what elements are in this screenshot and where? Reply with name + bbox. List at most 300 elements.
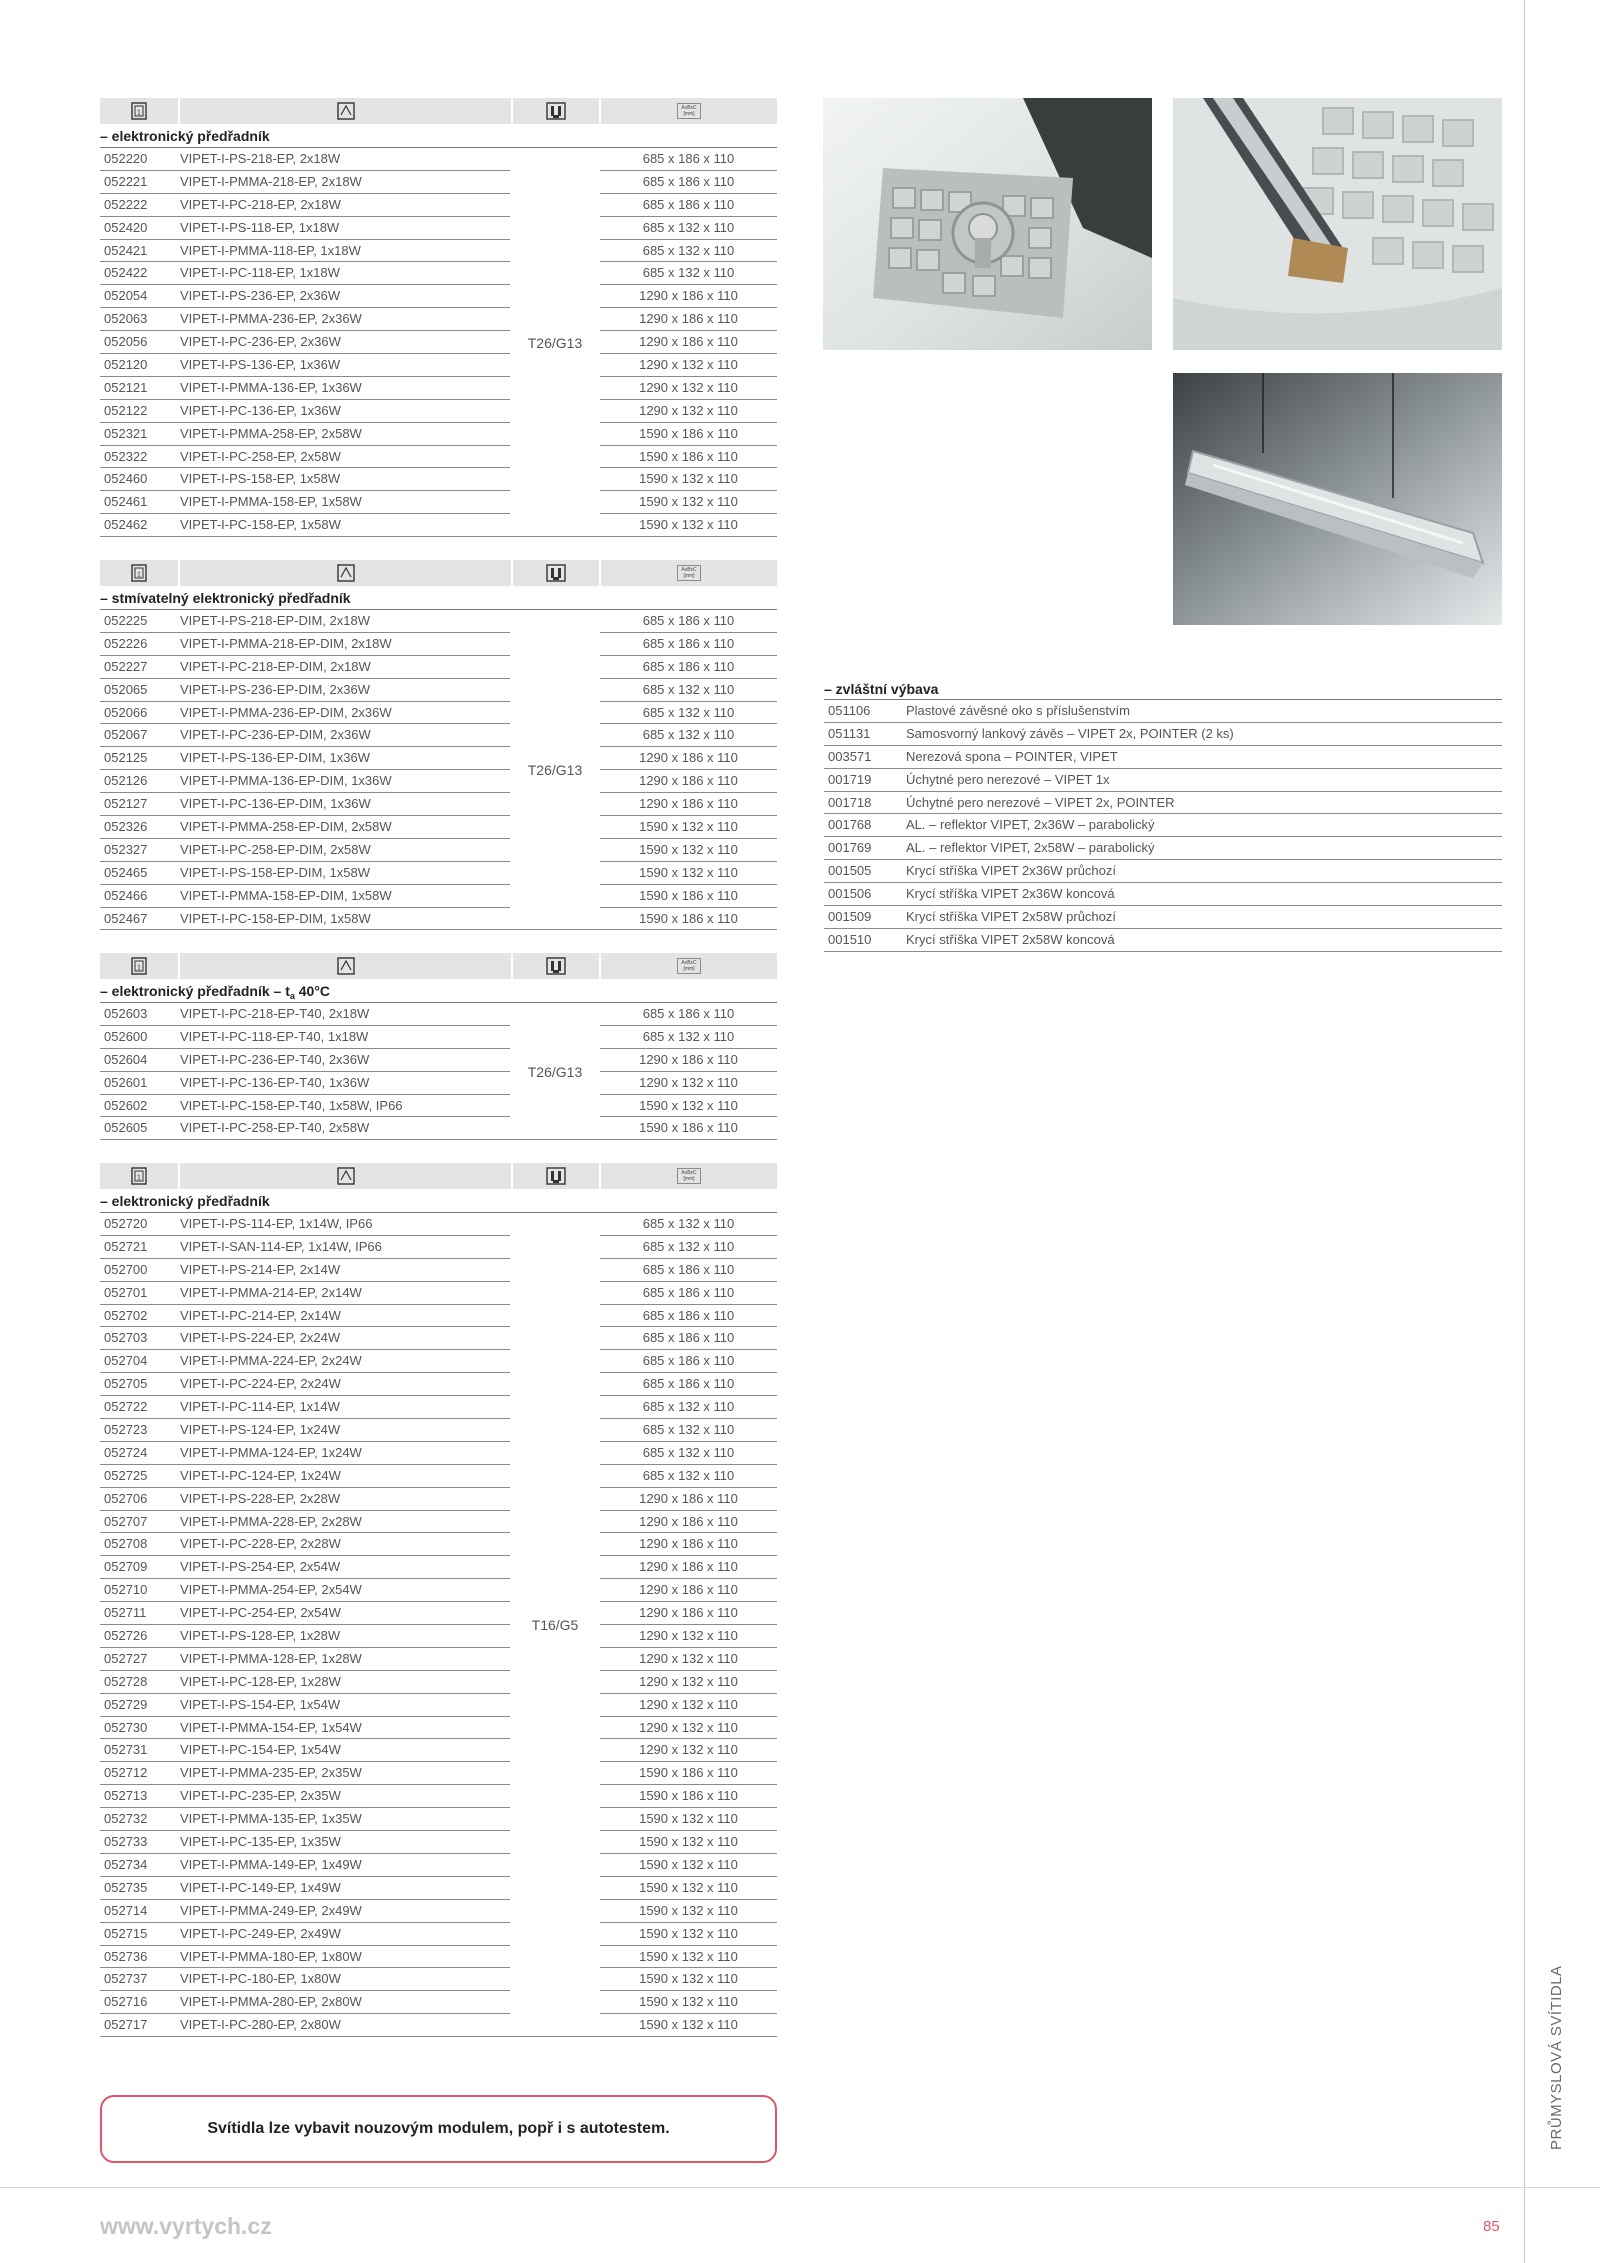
product-dimensions: 1290 x 186 x 110: [600, 1533, 777, 1556]
product-code: 052120: [100, 354, 180, 377]
product-code: 052732: [100, 1808, 180, 1831]
product-dimensions: 685 x 186 x 110: [600, 148, 777, 171]
product-code: 052465: [100, 862, 180, 885]
product-dimensions: 1590 x 132 x 110: [600, 1923, 777, 1946]
socket-cell: [510, 1739, 600, 1762]
table-row: [100, 446, 777, 469]
product-dimensions: 1290 x 186 x 110: [600, 770, 777, 793]
product-dimensions: 685 x 186 x 110: [600, 1305, 777, 1328]
socket-cell: [510, 1671, 600, 1694]
product-code: 052705: [100, 1373, 180, 1396]
socket-cell: [510, 514, 600, 537]
product-dimensions: 1290 x 186 x 110: [600, 285, 777, 308]
dimensions-icon: [599, 560, 777, 586]
product-name: VIPET-I-PC-235-EP, 2x35W: [180, 1785, 510, 1808]
product-dimensions: 1590 x 132 x 110: [600, 468, 777, 491]
table-row: [100, 610, 777, 633]
product-name: VIPET-I-PC-224-EP, 2x24W: [180, 1373, 510, 1396]
table-row: [824, 860, 1502, 883]
dimensions-unit-line: [mm]: [683, 966, 695, 972]
table-row: [824, 769, 1502, 792]
table-row: [100, 1923, 777, 1946]
socket-cell: [510, 862, 600, 885]
dimensions-label: [677, 1168, 701, 1184]
socket-cell: [510, 1946, 600, 1969]
accessory-code: 001510: [828, 931, 872, 947]
table-row: [100, 1095, 777, 1118]
product-dimensions: 1290 x 186 x 110: [600, 793, 777, 816]
product-name: VIPET-I-PC-158-EP-DIM, 1x58W: [180, 908, 510, 931]
product-name: VIPET-I-PC-118-EP-T40, 1x18W: [180, 1026, 510, 1049]
product-code: 052704: [100, 1350, 180, 1373]
socket-cell: [510, 1282, 600, 1305]
product-code: 052462: [100, 514, 180, 537]
socket-cell: [510, 793, 600, 816]
product-dimensions: 685 x 132 x 110: [600, 1213, 777, 1236]
product-dimensions: 1290 x 132 x 110: [600, 1648, 777, 1671]
socket-cell: [510, 1488, 600, 1511]
socket-cell: [510, 1511, 600, 1534]
product-code: 052125: [100, 747, 180, 770]
table-row: [100, 1625, 777, 1648]
product-dimensions: 1290 x 186 x 110: [600, 308, 777, 331]
product-name: VIPET-I-PS-158-EP-DIM, 1x58W: [180, 862, 510, 885]
table-row: [100, 468, 777, 491]
socket-cell: [510, 194, 600, 217]
product-name: VIPET-I-PMMA-128-EP, 1x28W: [180, 1648, 510, 1671]
accessory-name: Úchytné pero nerezové – VIPET 1x: [906, 771, 1110, 787]
accessory-name: Krycí stříška VIPET 2x58W koncová: [906, 931, 1115, 947]
product-rows: [100, 148, 777, 537]
socket-cell: [510, 1396, 600, 1419]
accessory-code: 001505: [828, 863, 872, 879]
lamp-socket: T16/G5: [531, 1617, 579, 1634]
product-table-t40-t26: [100, 953, 777, 1140]
table-row: [100, 514, 777, 537]
product-code: 052731: [100, 1739, 180, 1762]
section-title: [100, 586, 777, 610]
accessory-name: Krycí stříška VIPET 2x36W koncová: [906, 886, 1115, 902]
product-dimensions: 1590 x 132 x 110: [600, 816, 777, 839]
product-dimensions: 1290 x 132 x 110: [600, 400, 777, 423]
product-dimensions: 1590 x 132 x 110: [600, 1968, 777, 1991]
table-row: [100, 1396, 777, 1419]
product-photo-luminaire: [1173, 373, 1502, 625]
product-dimensions: 1290 x 186 x 110: [600, 1602, 777, 1625]
socket-cell: [510, 1808, 600, 1831]
socket-cell: [510, 908, 600, 931]
product-code: 052065: [100, 679, 180, 702]
product-name: VIPET-I-PC-218-EP, 2x18W: [180, 194, 510, 217]
table-row: [100, 308, 777, 331]
table-row: [100, 1579, 777, 1602]
product-name: VIPET-I-PC-258-EP-DIM, 2x58W: [180, 839, 510, 862]
socket-cell: [510, 240, 600, 263]
socket-cell: [510, 1003, 600, 1026]
product-name: VIPET-I-PC-136-EP-DIM, 1x36W: [180, 793, 510, 816]
socket-cell: [510, 679, 600, 702]
product-name: VIPET-I-PMMA-258-EP, 2x58W: [180, 423, 510, 446]
product-name: VIPET-I-PC-218-EP-DIM, 2x18W: [180, 656, 510, 679]
product-name: VIPET-I-PC-158-EP, 1x58W: [180, 514, 510, 537]
accessory-name: Nerezová spona – POINTER, VIPET: [906, 748, 1118, 764]
product-name: VIPET-I-PMMA-158-EP-DIM, 1x58W: [180, 885, 510, 908]
product-code: 052466: [100, 885, 180, 908]
socket-cell: [510, 1465, 600, 1488]
product-name: VIPET-I-PMMA-254-EP, 2x54W: [180, 1579, 510, 1602]
table-row: [100, 285, 777, 308]
product-dimensions: 685 x 186 x 110: [600, 610, 777, 633]
dimensions-unit-line: [mm]: [683, 1176, 695, 1182]
product-code: 052734: [100, 1854, 180, 1877]
product-photo-clip-detail: [823, 98, 1152, 350]
product-name: VIPET-I-PC-136-EP-T40, 1x36W: [180, 1072, 510, 1095]
product-code: 052703: [100, 1327, 180, 1350]
table-row: [100, 240, 777, 263]
product-code: 052701: [100, 1282, 180, 1305]
table-row: [100, 1488, 777, 1511]
socket-cell: [510, 446, 600, 469]
product-dimensions: 1590 x 132 x 110: [600, 1900, 777, 1923]
socket-cell: [510, 468, 600, 491]
table-row: [100, 1831, 777, 1854]
accessory-name: AL. – reflektor VIPET, 2x58W – parabolický: [906, 840, 1155, 856]
table-row: [824, 837, 1502, 860]
product-table-electronic-t16: [100, 1163, 777, 2037]
product-dimensions: 1590 x 132 x 110: [600, 839, 777, 862]
socket-cell: [510, 724, 600, 747]
table-row: [100, 1282, 777, 1305]
section-title-text: – stmívatelný elektronický předřadník: [100, 590, 351, 606]
socket-cell: [510, 1762, 600, 1785]
socket-cell: [510, 285, 600, 308]
product-name: VIPET-I-PS-118-EP, 1x18W: [180, 217, 510, 240]
product-dimensions: 685 x 132 x 110: [600, 240, 777, 263]
table-icon-header: [100, 953, 777, 979]
product-code: 052722: [100, 1396, 180, 1419]
table-row: [100, 1026, 777, 1049]
product-dimensions: 1590 x 186 x 110: [600, 1762, 777, 1785]
product-code: 052603: [100, 1003, 180, 1026]
product-dimensions: 1590 x 132 x 110: [600, 514, 777, 537]
table-row: [100, 633, 777, 656]
table-row: [100, 331, 777, 354]
product-dimensions: 1290 x 186 x 110: [600, 1511, 777, 1534]
product-code: 052221: [100, 171, 180, 194]
right-margin-rule: [1524, 0, 1525, 2263]
product-name: VIPET-I-PC-236-EP-DIM, 2x36W: [180, 724, 510, 747]
product-code: 052321: [100, 423, 180, 446]
product-name: VIPET-I-PMMA-228-EP, 2x28W: [180, 1511, 510, 1534]
socket-cell: [510, 400, 600, 423]
special-equipment-table: [824, 678, 1502, 952]
product-name: VIPET-I-PMMA-136-EP-DIM, 1x36W: [180, 770, 510, 793]
table-icon-header: [100, 1163, 777, 1189]
socket-cell: [510, 262, 600, 285]
product-code: 052600: [100, 1026, 180, 1049]
accessory-code: 003571: [828, 748, 872, 764]
product-code: 052601: [100, 1072, 180, 1095]
lamp-socket: T26/G13: [527, 334, 583, 351]
product-name: VIPET-I-PC-218-EP-T40, 2x18W: [180, 1003, 510, 1026]
product-code: 052723: [100, 1419, 180, 1442]
socket-cell: [510, 1419, 600, 1442]
table-row: [824, 700, 1502, 723]
product-code: 052604: [100, 1049, 180, 1072]
table-row: [100, 262, 777, 285]
product-code: 052710: [100, 1579, 180, 1602]
product-dimensions: 1290 x 132 x 110: [600, 1671, 777, 1694]
table-row: [100, 1236, 777, 1259]
socket-cell: [510, 2014, 600, 2037]
product-name: VIPET-I-PMMA-280-EP, 2x80W: [180, 1991, 510, 2014]
product-code: 052420: [100, 217, 180, 240]
product-code: 052222: [100, 194, 180, 217]
table-row: [100, 702, 777, 725]
product-code: 052063: [100, 308, 180, 331]
product-name: VIPET-I-PMMA-236-EP-DIM, 2x36W: [180, 702, 510, 725]
table-row: [100, 1442, 777, 1465]
product-code: 052729: [100, 1694, 180, 1717]
accessory-code: 051106: [828, 703, 871, 718]
dimensions-icon: [599, 953, 777, 979]
table-row: [100, 1327, 777, 1350]
table-row: [100, 1717, 777, 1740]
luminaire-icon: [178, 1163, 511, 1189]
table-row: [100, 839, 777, 862]
product-name: VIPET-I-PMMA-158-EP, 1x58W: [180, 491, 510, 514]
socket-cell: [510, 1236, 600, 1259]
product-table-dimmable-t26: [100, 560, 777, 930]
socket-cell: [510, 1968, 600, 1991]
product-name: VIPET-I-PC-214-EP, 2x14W: [180, 1305, 510, 1328]
socket-cell: [510, 1556, 600, 1579]
product-dimensions: 1590 x 186 x 110: [600, 1117, 777, 1140]
product-dimensions: 1290 x 132 x 110: [600, 1072, 777, 1095]
product-dimensions: 1590 x 132 x 110: [600, 1854, 777, 1877]
socket-cell: [510, 1923, 600, 1946]
svg-text:1: 1: [137, 571, 141, 579]
product-dimensions: 1290 x 186 x 110: [600, 331, 777, 354]
section-title: [100, 1189, 777, 1213]
product-code: 052122: [100, 400, 180, 423]
product-name: VIPET-I-PC-228-EP, 2x28W: [180, 1533, 510, 1556]
product-code: 052326: [100, 816, 180, 839]
product-name: VIPET-I-PMMA-149-EP, 1x49W: [180, 1854, 510, 1877]
socket-cell: [510, 1095, 600, 1118]
socket-cell: [510, 1305, 600, 1328]
product-code: 052067: [100, 724, 180, 747]
table-row: [100, 1419, 777, 1442]
table-row: [100, 1877, 777, 1900]
product-dimensions: 685 x 186 x 110: [600, 1327, 777, 1350]
product-code: 052460: [100, 468, 180, 491]
product-name: VIPET-I-PC-280-EP, 2x80W: [180, 2014, 510, 2037]
svg-text:1: 1: [137, 964, 141, 972]
table-row: [100, 1465, 777, 1488]
product-code: 052707: [100, 1511, 180, 1534]
product-code: 052708: [100, 1533, 180, 1556]
special-equipment-title: – zvláštní výbava: [824, 678, 1502, 700]
product-dimensions: 1590 x 132 x 110: [600, 1808, 777, 1831]
accessory-code: 001506: [828, 886, 872, 902]
product-dimensions: 1290 x 132 x 110: [600, 1739, 777, 1762]
product-dimensions: 1590 x 132 x 110: [600, 1946, 777, 1969]
socket-cell: [510, 148, 600, 171]
product-code: 052602: [100, 1095, 180, 1118]
socket-cell: [510, 1259, 600, 1282]
product-dimensions: 1590 x 186 x 110: [600, 1785, 777, 1808]
table-row: [100, 1213, 777, 1236]
product-name: VIPET-I-PMMA-214-EP, 2x14W: [180, 1282, 510, 1305]
socket-cell: [510, 1350, 600, 1373]
product-dimensions: 1590 x 132 x 110: [600, 1095, 777, 1118]
product-name: VIPET-I-PC-154-EP, 1x54W: [180, 1739, 510, 1762]
quantity-icon: [100, 1163, 178, 1189]
socket-cell: [510, 1900, 600, 1923]
table-row: [100, 171, 777, 194]
table-row: [100, 1785, 777, 1808]
product-dimensions: 685 x 132 x 110: [600, 1236, 777, 1259]
table-row: [100, 1900, 777, 1923]
table-row: [100, 1968, 777, 1991]
product-dimensions: 685 x 132 x 110: [600, 1442, 777, 1465]
product-dimensions: 1590 x 186 x 110: [600, 885, 777, 908]
product-name: VIPET-I-PC-149-EP, 1x49W: [180, 1877, 510, 1900]
product-dimensions: 685 x 186 x 110: [600, 633, 777, 656]
dimensions-unit-line: [mm]: [683, 573, 695, 579]
product-code: 052712: [100, 1762, 180, 1785]
product-name: VIPET-I-PC-258-EP, 2x58W: [180, 446, 510, 469]
product-code: 052066: [100, 702, 180, 725]
table-row: [824, 906, 1502, 929]
product-name: VIPET-I-PS-124-EP, 1x24W: [180, 1419, 510, 1442]
table-row: [100, 656, 777, 679]
socket-cell: [510, 491, 600, 514]
product-dimensions: 685 x 132 x 110: [600, 702, 777, 725]
product-code: 052717: [100, 2014, 180, 2037]
product-code: 052736: [100, 1946, 180, 1969]
product-dimensions: 1290 x 186 x 110: [600, 1579, 777, 1602]
luminaire-icon: [178, 953, 511, 979]
socket-cell: [510, 1213, 600, 1236]
product-code: 052725: [100, 1465, 180, 1488]
product-name: VIPET-I-PC-254-EP, 2x54W: [180, 1602, 510, 1625]
product-dimensions: 1590 x 186 x 110: [600, 446, 777, 469]
table-row: [100, 1694, 777, 1717]
lamp-socket: T26/G13: [527, 762, 583, 779]
product-name: VIPET-I-PS-128-EP, 1x28W: [180, 1625, 510, 1648]
product-dimensions: 1590 x 132 x 110: [600, 491, 777, 514]
product-name: VIPET-I-PMMA-124-EP, 1x24W: [180, 1442, 510, 1465]
socket-cell: [510, 1117, 600, 1140]
product-name: VIPET-I-PC-124-EP, 1x24W: [180, 1465, 510, 1488]
section-title: [100, 979, 777, 1003]
product-name: VIPET-I-PS-228-EP, 2x28W: [180, 1488, 510, 1511]
product-code: 052709: [100, 1556, 180, 1579]
product-code: 052225: [100, 610, 180, 633]
socket-cell: [510, 656, 600, 679]
product-code: 052730: [100, 1717, 180, 1740]
product-dimensions: 1590 x 132 x 110: [600, 1831, 777, 1854]
product-name: VIPET-I-PS-114-EP, 1x14W, IP66: [180, 1213, 510, 1236]
product-name: VIPET-I-PS-236-EP-DIM, 2x36W: [180, 679, 510, 702]
product-code: 052700: [100, 1259, 180, 1282]
table-row: [100, 377, 777, 400]
product-code: 052127: [100, 793, 180, 816]
product-name: VIPET-I-PS-224-EP, 2x24W: [180, 1327, 510, 1350]
quantity-icon: [100, 953, 178, 979]
socket-cell: [510, 702, 600, 725]
svg-text:1: 1: [137, 109, 141, 117]
socket-cell: [510, 1854, 600, 1877]
table-row: [100, 770, 777, 793]
table-row: [100, 679, 777, 702]
table-row: [100, 908, 777, 931]
socket-cell: [510, 1026, 600, 1049]
accessory-code: 001719: [828, 771, 872, 787]
product-dimensions: 1590 x 186 x 110: [600, 423, 777, 446]
socket-cell: [510, 1785, 600, 1808]
product-dimensions: 1590 x 132 x 110: [600, 1877, 777, 1900]
product-code: 052054: [100, 285, 180, 308]
accessory-name: Krycí stříška VIPET 2x58W průchozí: [906, 909, 1116, 925]
accessory-name: Samosvorný lankový závěs – VIPET 2x, POINTER (2 ks): [906, 725, 1234, 741]
socket-cell: [510, 377, 600, 400]
product-code: 052056: [100, 331, 180, 354]
product-dimensions: 1290 x 186 x 110: [600, 1049, 777, 1072]
table-row: [100, 1991, 777, 2014]
accessory-name: AL. – reflektor VIPET, 2x36W – parabolický: [906, 817, 1155, 833]
socket-cell: [510, 633, 600, 656]
table-row: [100, 793, 777, 816]
product-code: 052716: [100, 1991, 180, 2014]
product-dimensions: 1290 x 132 x 110: [600, 1717, 777, 1740]
table-row: [100, 1946, 777, 1969]
product-name: VIPET-I-PC-118-EP, 1x18W: [180, 262, 510, 285]
accessory-code: 001718: [828, 794, 872, 810]
product-code: 052711: [100, 1602, 180, 1625]
product-name: VIPET-I-PS-218-EP, 2x18W: [180, 148, 510, 171]
socket-cell: [510, 816, 600, 839]
dimensions-label: [677, 958, 701, 974]
product-dimensions: 1290 x 186 x 110: [600, 1556, 777, 1579]
table-row: [100, 1648, 777, 1671]
table-row: [100, 148, 777, 171]
footer-website-link[interactable]: www.vyrtych.cz: [100, 2213, 272, 2239]
section-title-text: – elektronický předřadník – t: [100, 983, 290, 999]
dimensions-label-line: AxBxC: [681, 567, 697, 573]
socket-cell: [510, 1579, 600, 1602]
socket-cell: [510, 1648, 600, 1671]
table-row: [824, 929, 1502, 952]
product-dimensions: 1290 x 186 x 110: [600, 747, 777, 770]
accessory-name: Plastové závěsné oko s příslušenstvím: [906, 703, 1130, 718]
socket-cell: [510, 423, 600, 446]
product-code: 052726: [100, 1625, 180, 1648]
product-name: VIPET-I-PC-158-EP-T40, 1x58W, IP66: [180, 1095, 510, 1118]
table-row: [100, 194, 777, 217]
table-row: [100, 1556, 777, 1579]
product-name: VIPET-I-PMMA-218-EP-DIM, 2x18W: [180, 633, 510, 656]
product-name: VIPET-I-PC-236-EP-T40, 2x36W: [180, 1049, 510, 1072]
product-name: VIPET-I-PC-180-EP, 1x80W: [180, 1968, 510, 1991]
table-row: [824, 814, 1502, 837]
lamp-icon: [511, 98, 599, 124]
product-dimensions: 685 x 186 x 110: [600, 1373, 777, 1396]
socket-cell: [510, 217, 600, 240]
dimensions-icon: [599, 98, 777, 124]
